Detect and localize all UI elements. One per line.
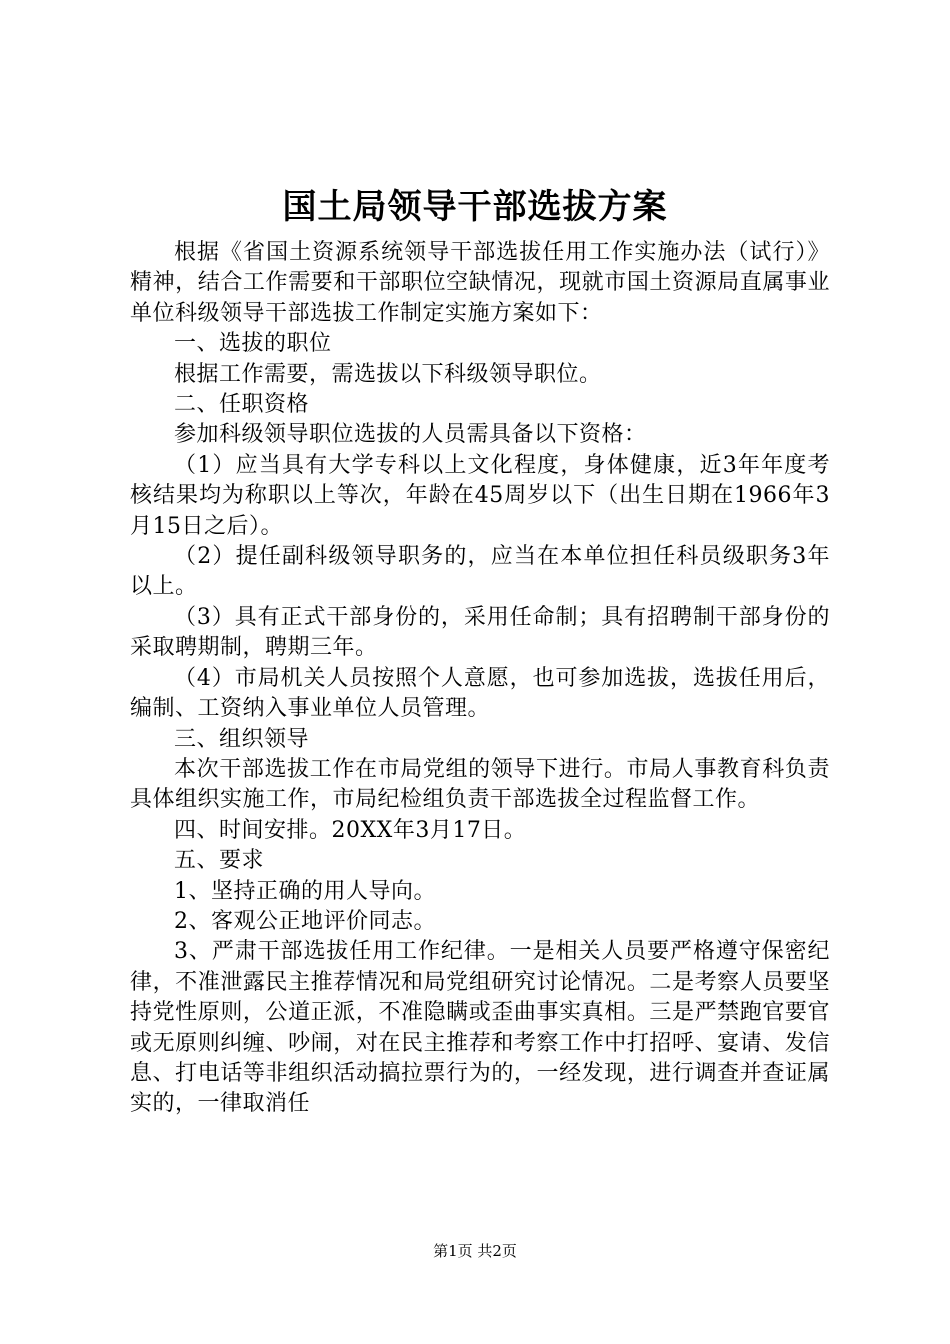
requirement-item-1: 1、坚持正确的用人导向。 — [174, 878, 436, 904]
section-heading-leadership: 三、组织领导 — [174, 726, 310, 752]
section-heading-qualifications: 二、任职资格 — [174, 392, 310, 418]
requirement-item-3: 3、严肃干部选拔任用工作纪律。一是相关人员要严格遵守保密纪律，不准泄露民主推荐情况和局党组研究讨论情况。二是考察人员要坚持党性原则，公道正派，不准隐瞒或歪曲事实真相。三是严禁跑官要官或无原则纠缠、吵闹，对在民主推荐和考察工作中打招呼、宴请、发信息、打电话等非组织活动搞拉票行为的，一经发现，进行调查并查证属实的，一律取消任 — [130, 939, 830, 1117]
qualification-item-2: （2）提任副科级领导职务的，应当在本单位担任科员级职务3年以上。 — [130, 544, 830, 600]
document-title: 国土局领导干部选拔方案 — [282, 187, 668, 227]
qualification-item-1: （1）应当具有大学专科以上文化程度，身体健康，近3年年度考核结果均为称职以上等次，年龄在45周岁以下（出生日期在1966年3月15日之后）。 — [130, 452, 830, 539]
section-heading-positions: 一、选拔的职位 — [174, 331, 332, 357]
leadership-paragraph: 本次干部选拔工作在市局党组的领导下进行。市局人事教育科负责具体组织实施工作，市局纪检组负责干部选拔全过程监督工作。 — [130, 756, 830, 813]
schedule-paragraph: 四、时间安排。20XX年3月17日。 — [174, 817, 527, 843]
document-body — [130, 238, 830, 1120]
requirement-item-2: 2、客观公正地评价同志。 — [174, 908, 436, 934]
intro-paragraph: 根据《省国土资源系统领导干部选拔任用工作实施办法（试行）》精神，结合工作需要和干部职位空缺情况，现就市国土资源局直属事业单位科级领导干部选拔工作制定实施方案如下： — [130, 240, 830, 326]
qualification-item-4: （4）市局机关人员按照个人意愿，也可参加选拔，选拔任用后，编制、工资纳入事业单位人员管理。 — [130, 665, 830, 722]
qualifications-intro-paragraph: 参加科级领导职位选拔的人员需具备以下资格： — [174, 422, 647, 448]
positions-paragraph: 根据工作需要，需选拔以下科级领导职位。 — [174, 361, 602, 387]
page-footer: 第1页 共2页 — [433, 1242, 517, 1260]
section-heading-requirements: 五、要求 — [174, 848, 265, 874]
qualification-item-3: （3）具有正式干部身份的，采用任命制；具有招聘制干部身份的采取聘期制，聘期三年。 — [130, 604, 830, 661]
